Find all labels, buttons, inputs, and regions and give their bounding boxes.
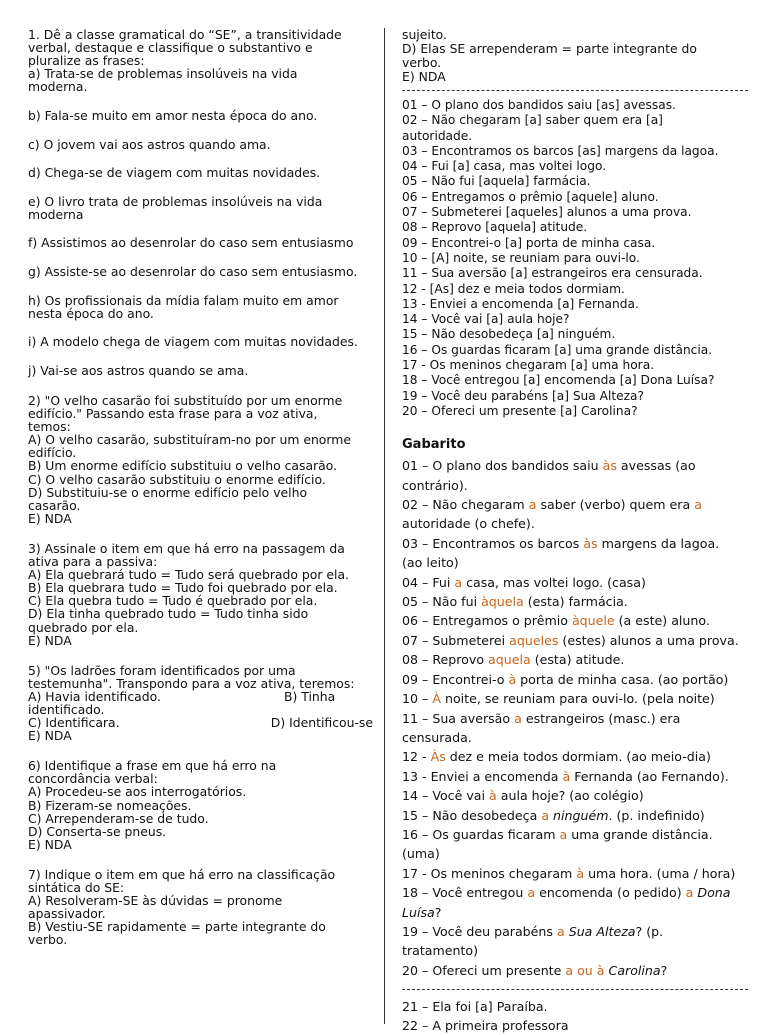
q3-option-b: B) Ela quebrara tudo = Tudo foi quebrado por ela. xyxy=(28,580,338,596)
answer-01-cont: contrário). xyxy=(402,477,468,493)
exercise-item: 13 - Enviei a encomenda [a] Fernanda. xyxy=(402,296,639,311)
exercise-item: 07 – Submeterei [aqueles] alunos a uma prova. xyxy=(402,205,692,220)
left-column xyxy=(28,28,373,963)
answer-highlight: àquela xyxy=(481,594,524,610)
answer-text: 14 – Você vai xyxy=(402,788,490,804)
q6-option-e: E) NDA xyxy=(28,836,72,852)
answer-text: dez e meia todos dormiam. (ao meio-dia) xyxy=(445,749,711,765)
answer-04 xyxy=(402,573,752,592)
answer-11 xyxy=(402,709,752,728)
answer-text: 06 – Entregamos o prêmio xyxy=(402,613,572,629)
answer-01 xyxy=(402,456,752,475)
q1-item-a: a) Trata-se de problemas insolúveis na vida xyxy=(28,66,298,82)
answer-highlight: a xyxy=(685,885,694,901)
answer-13 xyxy=(402,767,752,786)
answer-highlight: a ou à xyxy=(565,962,605,978)
exercise-list xyxy=(402,98,752,419)
answer-text: 13 - Enviei a encomenda xyxy=(402,768,563,784)
answer-text: estrangeiros (masc.) era xyxy=(521,710,681,726)
q1-prompt-line: verbal, destaque e classifique o substantivo e xyxy=(28,40,313,56)
q5-option-b: B) Tinha xyxy=(284,688,336,704)
q6-option-d: D) Conserta-se pneus. xyxy=(28,823,167,839)
q7-option-b: B) Vestiu-SE rapidamente = parte integrante do xyxy=(28,919,326,935)
q1-item-i: i) A modelo chega de viagem com muitas novidades. xyxy=(28,334,358,350)
exercise-item: 17 - Os meninos chegaram [a] uma hora. xyxy=(402,358,655,373)
answer-highlight: àquele xyxy=(571,613,615,629)
answer-highlight: à xyxy=(576,865,585,881)
answer-text: (estes) alunos a uma prova. xyxy=(558,632,739,648)
answer-text: ? xyxy=(660,962,668,978)
q5-option-c: C) Identificara. xyxy=(28,715,120,731)
exercise-item: 21 – Ela foi [a] Paraíba. xyxy=(402,999,548,1015)
dashed-separator xyxy=(402,989,748,990)
exercise-item: 02 – Não chegaram [a] saber quem era [a] xyxy=(402,113,663,128)
q5-row-ab xyxy=(28,690,373,703)
q7-option-e: E) NDA xyxy=(402,69,446,84)
answer-highlight: a xyxy=(541,807,550,823)
q1-item-h-cont: nesta época do ano. xyxy=(28,305,154,321)
exercise-item: 03 – Encontramos os barcos [as] margens da lagoa. xyxy=(402,143,719,158)
answer-07 xyxy=(402,631,752,650)
exercise-item: 11 – Sua aversão [a] estrangeiros era censurada. xyxy=(402,266,703,281)
q5-line: testemunha". Transpondo para a voz ativa, teremos: xyxy=(28,675,355,691)
answer-text: 04 – Fui xyxy=(402,574,455,590)
answer-text: 03 – Encontramos os barcos xyxy=(402,535,584,551)
answer-14 xyxy=(402,786,752,805)
answer-highlight: às xyxy=(602,458,617,474)
answer-text: 17 - Os meninos chegaram xyxy=(402,865,577,881)
right-column xyxy=(402,28,752,1035)
answer-text: porta de minha casa. (ao portão) xyxy=(516,671,729,687)
answer-03 xyxy=(402,534,752,553)
exercise-item-cont: autoridade. xyxy=(402,128,473,143)
q7-continuation xyxy=(402,28,752,84)
answer-05 xyxy=(402,592,752,611)
answer-15 xyxy=(402,806,752,825)
answer-highlight: a xyxy=(514,710,522,726)
q5-line: 5) "Os ladrões foram identificados por uma xyxy=(28,662,296,678)
q1-item-h: h) Os profissionais da mídia falam muito em amor xyxy=(28,292,339,308)
answer-list xyxy=(402,456,752,980)
answer-text: 20 – Ofereci um presente xyxy=(402,962,566,978)
answer-text: ? (p. xyxy=(635,923,664,939)
q1-item-e: e) O livro trata de problemas insolúveis na vida xyxy=(28,193,323,209)
question-6 xyxy=(28,759,373,851)
q3-option-d-cont: quebrado por ela. xyxy=(28,619,139,635)
q2-option-d-cont: casarão. xyxy=(28,497,81,513)
q3-option-a: A) Ela quebrará tudo = Tudo será quebrado por ela. xyxy=(28,567,349,583)
answer-11-cont: censurada. xyxy=(402,729,472,745)
answer-02 xyxy=(402,495,752,514)
answer-18 xyxy=(402,883,752,902)
q7-option-d: D) Elas SE arrependeram = parte integrante do xyxy=(402,41,697,56)
answer-text: 12 - xyxy=(402,749,431,765)
exercise-item: 01 – O plano dos bandidos saiu [as] avessas. xyxy=(402,98,676,112)
answer-highlight: à xyxy=(508,671,517,687)
q7-option-b-cont: verbo. xyxy=(28,932,68,948)
q2-option-d: D) Substituiu-se o enorme edifício pelo velho xyxy=(28,484,308,500)
q3-option-c: C) Ela quebra tudo = Tudo é quebrado por ela. xyxy=(28,593,318,609)
answer-text: saber (verbo) quem era xyxy=(536,497,695,513)
q3-option-e: E) NDA xyxy=(28,632,72,648)
exercise-item: 04 – Fui [a] casa, mas voltei logo. xyxy=(402,159,607,174)
answer-text: 08 – Reprovo xyxy=(402,652,489,668)
q6-option-b: B) Fizeram-se nomeações. xyxy=(28,797,192,813)
q1-item-j: j) Vai-se aos astros quando se ama. xyxy=(28,362,249,378)
answer-text: noite, se reuniam para ouvi-lo. (pela noite) xyxy=(440,691,715,707)
question-7 xyxy=(28,868,373,947)
q1-item-g: g) Assiste-se ao desenrolar do caso sem entusiasmo. xyxy=(28,264,358,280)
answer-text: avessas (ao xyxy=(616,458,696,474)
answer-08 xyxy=(402,650,752,669)
answer-text: 18 – Você entregou xyxy=(402,885,528,901)
q1-item-a-cont: moderna. xyxy=(28,79,88,95)
answer-highlight: À xyxy=(432,691,441,707)
q2-line: 2) "O velho casarão foi substituído por um enorme xyxy=(28,393,343,408)
answer-text: uma hora. (uma / hora) xyxy=(584,865,736,881)
q5-row-cd xyxy=(28,716,373,729)
answer-highlight: à xyxy=(562,768,571,784)
answer-text: 05 – Não fui xyxy=(402,594,482,610)
answer-highlight: aquela xyxy=(488,652,531,668)
answer-19 xyxy=(402,922,752,941)
answer-text: 16 – Os guardas ficaram xyxy=(402,826,560,842)
answer-16 xyxy=(402,825,752,844)
answer-09 xyxy=(402,670,752,689)
q6-line: 6) Identifique a frase em que há erro na xyxy=(28,758,277,774)
answer-02-cont: autoridade (o chefe). xyxy=(402,516,535,532)
q1-item-c: c) O jovem vai aos astros quando ama. xyxy=(28,136,271,152)
answer-highlight: a xyxy=(528,497,537,513)
column-divider xyxy=(384,28,385,1024)
q2-option-e: E) NDA xyxy=(28,510,72,526)
exercise-item: 10 – [A] noite, se reuniam para ouvi-lo. xyxy=(402,250,640,265)
q1-item-b: b) Fala-se muito em amor nesta época do ano. xyxy=(28,107,318,123)
q7-option-d-cont: verbo. xyxy=(402,55,442,70)
q7-line: sintática do SE: xyxy=(28,880,125,895)
q5-option-d: D) Identificou-se xyxy=(270,715,373,731)
question-2 xyxy=(28,394,373,525)
answer-highlight: às xyxy=(583,535,598,551)
gabarito-heading: Gabarito xyxy=(402,437,466,453)
q5-option-e: E) NDA xyxy=(28,728,72,744)
q2-option-c: C) O velho casarão substituiu o enorme edifício. xyxy=(28,471,326,487)
question-5 xyxy=(28,664,373,743)
exercise-item: 18 – Você entregou [a] encomenda [a] Dona Luísa? xyxy=(402,373,715,388)
answer-text: ? xyxy=(434,904,442,920)
answer-18-cont xyxy=(402,903,752,922)
answer-text: casa, mas voltei logo. (casa) xyxy=(462,574,646,590)
answer-19-cont: tratamento) xyxy=(402,943,479,959)
answer-highlight: a xyxy=(694,497,702,513)
q2-line: edifício." Passando esta frase para a voz ativa, xyxy=(28,406,318,422)
answer-20 xyxy=(402,961,752,980)
q1-item-e-cont: moderna xyxy=(28,206,84,222)
q1-prompt-line: 1. Dê a classe gramatical do “SE”, a transitividade xyxy=(28,27,342,42)
answer-highlight: a xyxy=(559,826,568,842)
answer-text: 07 – Submeterei xyxy=(402,632,510,648)
answer-italic: Sua Alteza xyxy=(568,923,636,939)
answer-highlight: Às xyxy=(430,749,446,765)
q7-line: 7) Indique o item em que há erro na classificação xyxy=(28,866,336,882)
exercise-item: 22 – A primeira professora xyxy=(402,1018,569,1034)
answer-text: Fernanda (ao Fernando). xyxy=(570,768,729,784)
answer-text: encomenda (o pedido) xyxy=(535,885,686,901)
q5-option-b-cont: identificado. xyxy=(28,701,105,717)
answer-italic: Carolina xyxy=(608,962,661,978)
exercise-item: 05 – Não fui [aquela] farmácia. xyxy=(402,174,591,189)
answer-highlight: a xyxy=(454,574,463,590)
exercise-item: 06 – Entregamos o prêmio [aquele] aluno. xyxy=(402,189,659,204)
answer-06 xyxy=(402,611,752,630)
dashed-separator xyxy=(402,90,748,91)
q7-option-a-cont: apassivador. xyxy=(28,906,106,922)
q3-line: ativa para a passiva: xyxy=(28,554,158,570)
answer-text: 15 – Não desobedeça xyxy=(402,807,542,823)
q1-prompt-line: pluralize as frases: xyxy=(28,53,145,69)
exercise-item: 15 – Não desobedeça [a] ninguém. xyxy=(402,327,616,342)
answer-highlight: a xyxy=(556,923,565,939)
q3-option-d: D) Ela tinha quebrado tudo = Tudo tinha sido xyxy=(28,606,309,622)
answer-highlight: aqueles xyxy=(509,632,559,648)
q7-option-b-end: sujeito. xyxy=(402,27,447,42)
answer-text: uma grande distância. xyxy=(567,826,713,842)
q2-line: temos: xyxy=(28,419,71,435)
exercise-item: 16 – Os guardas ficaram [a] uma grande distância. xyxy=(402,342,713,357)
q6-line: concordância verbal: xyxy=(28,771,158,787)
q2-option-b: B) Um enorme edifício substituiu o velho casarão. xyxy=(28,458,338,474)
q1-item-d: d) Chega-se de viagem com muitas novidades. xyxy=(28,165,321,181)
answer-italic: ninguém xyxy=(553,807,609,823)
answer-highlight: a xyxy=(527,885,536,901)
answer-text: 01 – O plano dos bandidos saiu xyxy=(402,458,603,474)
question-3 xyxy=(28,542,373,647)
exercise-item: 08 – Reprovo [aquela] atitude. xyxy=(402,220,588,235)
q5-option-a: A) Havia identificado. xyxy=(28,688,161,704)
answer-text: . (p. indefinido) xyxy=(608,807,705,823)
q6-option-a: A) Procedeu-se aos interrogatórios. xyxy=(28,784,247,800)
answer-text: (esta) atitude. xyxy=(530,652,625,668)
answer-text: 09 – Encontrei-o xyxy=(402,671,509,687)
q2-option-a: A) O velho casarão, substituíram-no por um enorme xyxy=(28,432,351,448)
exercise-item: 14 – Você vai [a] aula hoje? xyxy=(402,312,570,327)
answer-highlight: à xyxy=(489,788,497,804)
exercise-item: 19 – Você deu parabéns [a] Sua Alteza? xyxy=(402,388,644,403)
answer-16-cont: (uma) xyxy=(402,846,440,862)
answer-17 xyxy=(402,864,752,883)
answer-text: 02 – Não chegaram xyxy=(402,497,529,513)
answer-text: aula hoje? (ao colégio) xyxy=(496,788,644,804)
q7-option-a: A) Resolveram-SE às dúvidas = pronome xyxy=(28,893,283,909)
next-exercises xyxy=(402,997,752,1035)
q1-item-f: f) Assistimos ao desenrolar do caso sem entusiasmo xyxy=(28,235,354,251)
answer-text: (esta) farmácia. xyxy=(523,594,628,610)
answer-10 xyxy=(402,689,752,708)
q6-option-c: C) Arrependeram-se de tudo. xyxy=(28,810,209,826)
exercise-item: 12 - [As] dez e meia todos dormiam. xyxy=(402,281,625,296)
answer-italic: Dona xyxy=(697,885,731,901)
answer-12 xyxy=(402,747,752,766)
answer-text: 19 – Você deu parabéns xyxy=(402,923,557,939)
answer-text: (a este) aluno. xyxy=(614,613,710,629)
answer-text: 11 – Sua aversão xyxy=(402,710,515,726)
exercise-item: 20 – Ofereci um presente [a] Carolina? xyxy=(402,403,638,418)
q3-line: 3) Assinale o item em que há erro na passagem da xyxy=(28,540,345,556)
exercise-item: 09 – Encontrei-o [a] porta de minha casa. xyxy=(402,235,656,250)
answer-text: margens da lagoa. xyxy=(597,535,720,551)
question-1 xyxy=(28,28,373,377)
answer-text: 10 – xyxy=(402,691,433,707)
answer-03-cont: (ao leito) xyxy=(402,555,459,571)
answer-italic: Luísa xyxy=(402,904,435,920)
q2-option-a-cont: edifício. xyxy=(28,445,77,461)
